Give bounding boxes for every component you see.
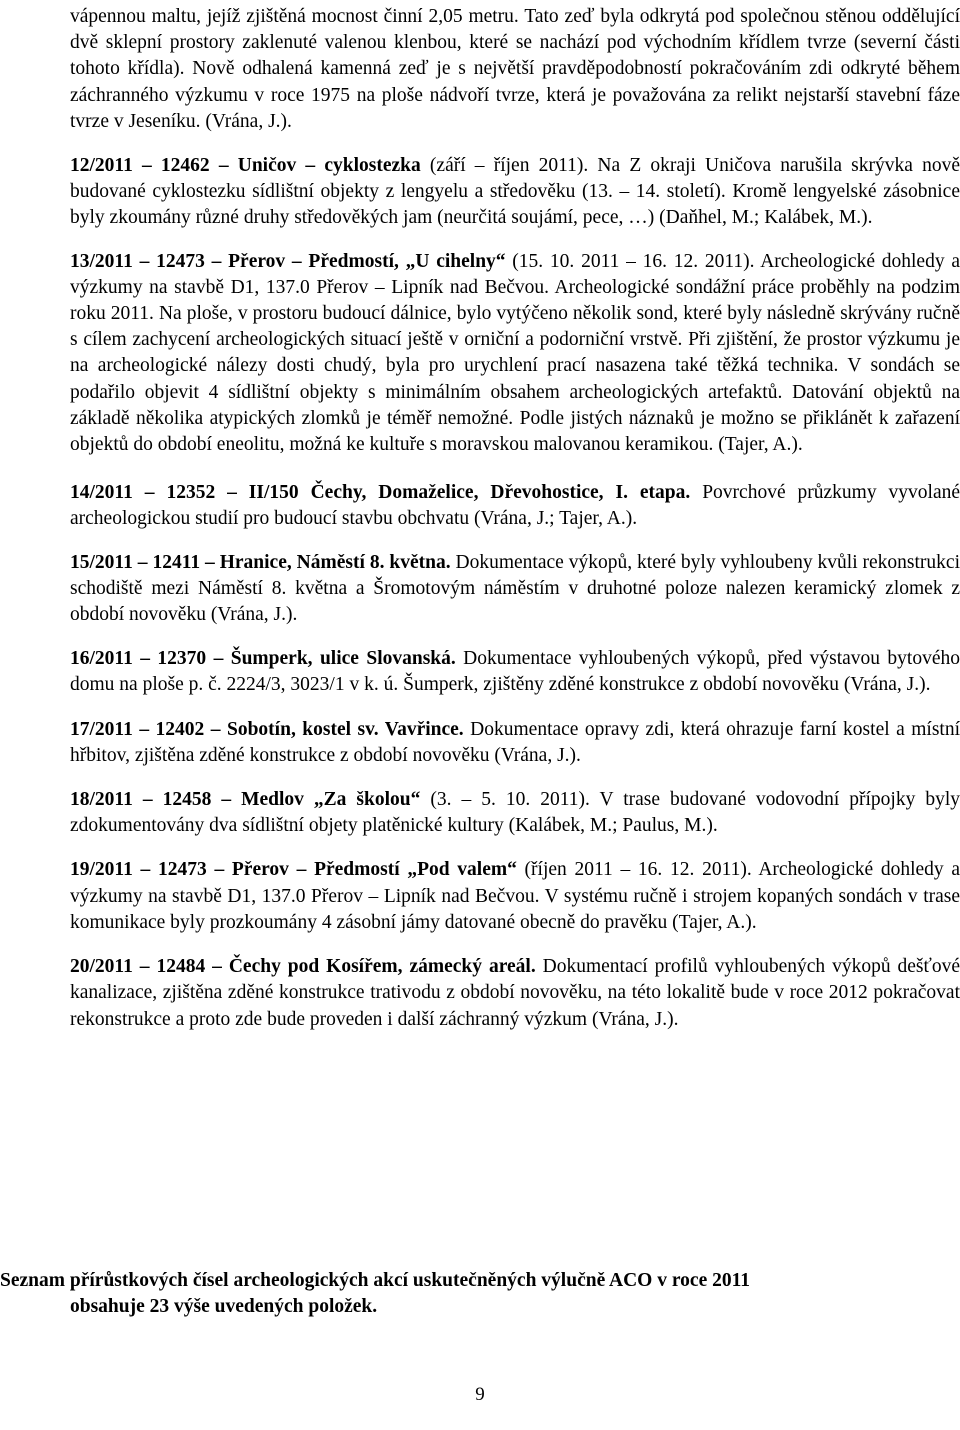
entry-heading: 14/2011 – 12352 – II/150 Čechy, Domaželice, Dřevohostice, I. etapa.	[70, 482, 691, 504]
entry-heading: 18/2011 – 12458 – Medlov „Za školou“	[70, 789, 421, 811]
entry-date: (15. 10. 2011 – 16. 12. 2011).	[505, 250, 755, 272]
intro-paragraph	[70, 4, 960, 135]
entry-text: Povrchové průzkumy vyvolané archeologickou studií pro budoucí stavbu obchvatu (Vrána, J.; Tajer, A.).	[70, 482, 960, 530]
entry-date: (září – říjen 2011).	[420, 155, 589, 177]
entry-heading: 17/2011 – 12402 – Sobotín, kostel sv. Vavřince.	[70, 718, 464, 740]
entry-text: Archeologické dohledy a výzkumy na stavbě D1, 137.0 Přerov – Lipník nad Bečvou. V systému ručně i strojem kopaných sondách v trase komunikace byly prozkoumány 4 zásobní jámy datované obecně do pravěku (Tajer, A.).	[70, 859, 960, 933]
entry-text: V trase budované vodovodní přípojky byly zdokumentovány dva sídlištní objety platěnické kultury (Kalábek, M.; Paulus, M.).	[70, 789, 960, 837]
entry-heading: 19/2011 – 12473 – Přerov – Předmostí „Pod valem“	[70, 859, 517, 881]
document-page	[70, 0, 960, 1033]
entry-15-2011	[70, 550, 960, 629]
intro-text: vápennou maltu, jejíž zjištěná mocnost činní 2,05 metru. Tato zeď byla odkrytá pod společnou stěnou oddělující dvě sklepní prostory zaklenuté valenou klenbou, které se nachází pod východním křídlem tvrze (severní části tohoto křídla). Nově odhalená kamenná zeď je s největší pravděpodobností pokračováním zdi odkryté během záchranného výzkumu v roce 1975 na ploše nádvoří tvrze, která je považována za relikt nejstarší stavební fáze tvrze v Jeseníku. (Vrána, J.).	[70, 6, 960, 132]
entry-text: Archeologické dohledy a výzkumy na stavbě D1, 137.0 Přerov – Lipník nad Bečvou. Archeologické sondážní práce proběhly na podzim roku 2011. Na ploše, v prostoru budoucí dálnice, bylo vytýčeno několik sond, které byly následně skrývány ručně s cílem zachycení archeologických situací ještě v orniční a podorniční vrstvě. Při zjištění, že prostor výzkumu je na archeologické nálezy dosti chudý, byla pro urychlení prací nasazena také těžká technika. V sondách se podařilo objevit 4 sídlištní objekty s minimálním obsahem archeologických artefaktů. Datování objektů na základě několika atypických zlomků je téměř nemožné. Podle jistých náznaků je možno se přiklánět k zařazení objektů do období eneolitu, možná ke kultuře s moravskou malovanou keramikou. (Tajer, A.).	[70, 250, 960, 456]
entry-text: Na Z okraji Uničova narušila skrývka nově budované cyklostezku sídlištní objekty z lengyelu a středověku (13. – 14. století). Kromě lengyelské zásobnice byly zkoumány různé druhy středověkých jam (neurčitá soujámí, pece, …) (Daňhel, M.; Kalábek, M.).	[70, 155, 960, 229]
entry-12-2011	[70, 153, 960, 232]
entry-text: Dokumentace vyhloubených výkopů, před výstavou bytového domu na ploše p. č. 2224/3, 3023/1 v k. ú. Šumperk, zjištěny zděné konstrukce z období novověku (Vrána, J.).	[70, 648, 960, 696]
entry-18-2011	[70, 787, 960, 839]
entry-heading: 16/2011 – 12370 – Šumperk, ulice Slovanská.	[70, 648, 456, 670]
summary-line-1: Seznam přírůstkových čísel archeologických akcí uskutečněných výlučně ACO v roce 2011	[0, 1270, 751, 1291]
entry-heading: 20/2011 – 12484 – Čechy pod Kosířem, zámecký areál.	[70, 956, 536, 978]
summary-line-2: obsahuje 23 výše uvedených položek.	[70, 1296, 378, 1318]
entry-text: Dokumentace opravy zdi, která ohrazuje farní kostel a místní hřbitov, zjištěna zděné konstrukce z období novověku (Vrána, J.).	[70, 718, 960, 766]
entry-heading: 15/2011 – 12411 – Hranice, Náměstí 8. května.	[70, 551, 451, 573]
entry-17-2011	[70, 717, 960, 769]
summary-paragraph	[0, 1268, 960, 1320]
page-number: 9	[475, 1384, 485, 1405]
entry-date: (3. – 5. 10. 2011).	[420, 789, 590, 811]
entry-date: (říjen 2011 – 16. 12. 2011).	[516, 859, 752, 881]
entry-20-2011	[70, 954, 960, 1033]
entry-heading: 12/2011 – 12462 – Uničov – cyklostezka	[70, 155, 421, 177]
entry-text: Dokumentace výkopů, které byly vyhloubeny kvůli rekonstrukci schodiště mezi Náměstí 8. května a Šromotovým náměstím v druhotné poloze nalezen keramický zlomek z období novověku (Vrána, J.).	[70, 551, 960, 626]
entry-19-2011	[70, 857, 960, 936]
entry-14-2011	[70, 480, 960, 532]
entry-16-2011	[70, 646, 960, 698]
entry-heading: 13/2011 – 12473 – Přerov – Předmostí, „U cihelny“	[70, 250, 506, 272]
entry-text: Dokumentací profilů vyhloubených výkopů dešťové kanalizace, zjištěna zděné konstrukce trativodu z období novověku, na této lokalitě bude v roce 2012 pokračovat rekonstrukce a proto zde bude proveden i další záchranný výzkum (Vrána, J.).	[70, 956, 960, 1030]
entry-13-2011	[70, 249, 960, 459]
